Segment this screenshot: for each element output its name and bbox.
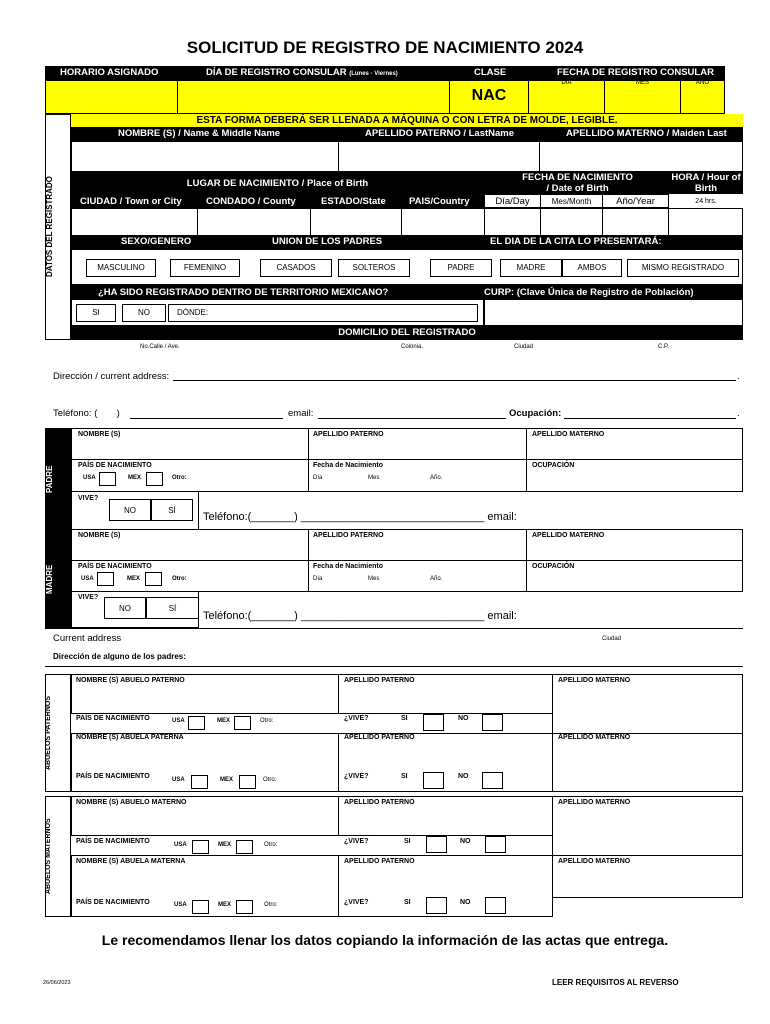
si-label-2: SI bbox=[401, 773, 408, 780]
ciudad-input[interactable] bbox=[71, 208, 198, 236]
masculino-option[interactable]: MASCULINO bbox=[86, 259, 156, 277]
pais-label-3: PAÍS DE NACIMIENTO bbox=[76, 838, 150, 845]
padre-telefono-line[interactable]: Teléfono:(_______) ______________________________ email: bbox=[203, 511, 517, 523]
padre-mex-checkbox[interactable] bbox=[146, 472, 163, 486]
madre-ano-label: Año. bbox=[430, 576, 443, 582]
horario-label: HORARIO ASIGNADO bbox=[60, 67, 159, 78]
abuelo-paterno-label: NOMBRE (S) ABUELO PATERNO bbox=[76, 677, 185, 684]
padre-pais-label: PAÍS DE NACIMIENTO bbox=[78, 462, 152, 469]
ap-paterno-label-2: APELLIDO PATERNO bbox=[344, 734, 415, 741]
ap-materno-label-3: APELLIDO MATERNO bbox=[558, 799, 631, 806]
otro-label-3: Otro: bbox=[264, 842, 278, 848]
fecha-registro-label: FECHA DE REGISTRO CONSULAR bbox=[557, 67, 714, 78]
mex-checkbox-1[interactable] bbox=[234, 716, 251, 730]
mex-label-2: MEX bbox=[220, 777, 234, 783]
madre-no-option[interactable]: NO bbox=[104, 597, 146, 619]
dia-cita-label: EL DIA DE LA CITA LO PRESENTARÁ: bbox=[490, 236, 662, 247]
pais-label-2: PAÍS DE NACIMIENTO bbox=[76, 773, 150, 780]
telefono-open: Teléfono: ( bbox=[53, 408, 98, 419]
usa-checkbox-4[interactable] bbox=[192, 900, 209, 914]
padre-mex-label: MEX bbox=[128, 475, 142, 481]
mex-checkbox-2[interactable] bbox=[239, 775, 256, 789]
madre-ap-materno-label: APELLIDO MATERNO bbox=[532, 532, 605, 539]
no-checkbox-1[interactable] bbox=[482, 714, 503, 731]
otro-label-1: Otro: bbox=[260, 718, 274, 724]
padre-ap-materno-label: APELLIDO MATERNO bbox=[532, 431, 605, 438]
padre-usa-checkbox[interactable] bbox=[99, 472, 116, 486]
current-address-label: Current address bbox=[53, 633, 122, 644]
si-checkbox-1[interactable] bbox=[423, 714, 444, 731]
telefono-close: ) bbox=[116, 408, 120, 419]
registrado-q-label: ¿HA SIDO REGISTRADO DENTRO DE TERRITORIO MEXICANO? bbox=[98, 287, 389, 298]
email-label: email: bbox=[288, 408, 314, 419]
page-title: SOLICITUD DE REGISTRO DE NACIMIENTO 2024 bbox=[186, 38, 584, 57]
direccion-padres-label: Dirección de alguno de los padres: bbox=[53, 652, 186, 661]
usa-checkbox-2[interactable] bbox=[191, 775, 208, 789]
padre-nombre-label: NOMBRE (S) bbox=[78, 431, 121, 438]
pais-label-1: PAÍS DE NACIMIENTO bbox=[76, 715, 150, 722]
dia-registro-label bbox=[206, 67, 398, 78]
padre-mes-label: Mes bbox=[368, 475, 380, 481]
padre-otro-label: Otro: bbox=[172, 475, 187, 481]
ap-materno-label-4: APELLIDO MATERNO bbox=[558, 858, 631, 865]
si-checkbox-3[interactable] bbox=[426, 836, 447, 853]
madre-mex-checkbox[interactable] bbox=[145, 572, 162, 586]
mex-label-3: MEX bbox=[218, 842, 232, 848]
condado-label: CONDADO / County bbox=[206, 196, 296, 207]
leer-requisitos: LEER REQUISITOS AL REVERSO bbox=[552, 978, 679, 987]
ap-paterno-label-3: APELLIDO PATERNO bbox=[344, 799, 415, 806]
padre-vive-label: VIVE? bbox=[78, 495, 99, 502]
horario-input[interactable] bbox=[45, 80, 178, 114]
madre-pais-label: PAÍS DE NACIMIENTO bbox=[78, 563, 152, 570]
dia-registro-sub: (Lunes - Viernes) bbox=[349, 71, 398, 77]
padre-si-option[interactable]: SÍ bbox=[151, 499, 193, 521]
madre-vive-label: VIVE? bbox=[78, 594, 99, 601]
current-address-top-line bbox=[45, 628, 743, 629]
current-ciudad-label: Ciudad bbox=[602, 636, 622, 642]
usa-label-3: USA bbox=[174, 842, 187, 848]
si-checkbox-4[interactable] bbox=[426, 897, 447, 914]
padre-ap-paterno-label: APELLIDO PATERNO bbox=[313, 431, 384, 438]
usa-checkbox-1[interactable] bbox=[188, 716, 205, 730]
ap-materno-label: APELLIDO MATERNO / Maiden Last bbox=[566, 128, 727, 139]
curp-input[interactable] bbox=[484, 299, 743, 326]
mex-label-4: MEX bbox=[218, 902, 232, 908]
madre-usa-checkbox[interactable] bbox=[97, 572, 114, 586]
pais-label-4: PAÍS DE NACIMIENTO bbox=[76, 899, 150, 906]
abuela-paterna-ap-materno-input[interactable] bbox=[552, 733, 743, 792]
no-label-4: NO bbox=[460, 899, 471, 906]
madre-fecha-label: Fecha de Nacimiento bbox=[313, 563, 384, 570]
madre-option[interactable]: MADRE bbox=[500, 259, 562, 277]
mes-nac-label: Mes/Month bbox=[551, 197, 592, 206]
no-label-1: NO bbox=[458, 715, 469, 722]
cp-label: C.P. bbox=[658, 344, 669, 350]
pais-label: PAIS/Country bbox=[409, 196, 470, 207]
ciudad-label: CIUDAD / Town or City bbox=[80, 196, 182, 207]
madre-ap-paterno-label: APELLIDO PATERNO bbox=[313, 532, 384, 539]
si-label-1: SI bbox=[401, 715, 408, 722]
ap-paterno-label: APELLIDO PATERNO / LastName bbox=[365, 128, 515, 139]
nombre-input[interactable] bbox=[71, 141, 339, 172]
padre-no-option[interactable]: NO bbox=[109, 499, 151, 521]
madre-side-label: MADRE bbox=[45, 564, 54, 594]
madre-dia-label: Día bbox=[313, 576, 323, 582]
ano-input[interactable] bbox=[602, 208, 669, 236]
mex-checkbox-4[interactable] bbox=[236, 900, 253, 914]
no-checkbox-2[interactable] bbox=[482, 772, 503, 789]
abuelos-maternos-label: ABUELOS MATERNOS bbox=[45, 818, 52, 895]
femenino-option[interactable]: FEMENINO bbox=[170, 259, 240, 277]
vive-label-2: ¿VIVE? bbox=[344, 773, 369, 780]
ocupacion-input[interactable] bbox=[564, 408, 736, 419]
email-input[interactable] bbox=[318, 408, 506, 419]
no-registrado-option[interactable]: NO bbox=[122, 304, 166, 322]
pais-input[interactable] bbox=[401, 208, 485, 236]
vive-label-1: ¿VIVE? bbox=[344, 715, 369, 722]
padre-dia-label: Día bbox=[313, 475, 323, 481]
recomendacion-text: Le recomendamos llenar los datos copiando la información de las actas que entrega. bbox=[101, 932, 669, 948]
madre-mes-label: Mes bbox=[368, 576, 380, 582]
madre-ocupacion-label: OCUPACIÓN bbox=[532, 563, 575, 570]
domicilio-label: DOMICILIO DEL REGISTRADO bbox=[338, 327, 476, 338]
madre-usa-label: USA bbox=[81, 576, 94, 582]
no-label-2: NO bbox=[458, 773, 469, 780]
si-label-3: SI bbox=[404, 838, 411, 845]
usa-label-1: USA bbox=[172, 718, 185, 724]
condado-input[interactable] bbox=[197, 208, 311, 236]
no-checkbox-3[interactable] bbox=[485, 836, 506, 853]
estado-input[interactable] bbox=[310, 208, 402, 236]
vive-label-3: ¿VIVE? bbox=[344, 838, 369, 845]
padre-usa-label: USA bbox=[83, 475, 96, 481]
estado-label: ESTADO/State bbox=[321, 196, 386, 207]
fecha-nac-label: FECHA DE NACIMIENTO / Date of Birth bbox=[522, 172, 633, 194]
abuelos-paternos-label: ABUELOS PATERNOS bbox=[45, 695, 52, 771]
abuelo-materno-label: NOMBRE (S) ABUELO MATERNO bbox=[76, 799, 187, 806]
colonia-label: Colonia. bbox=[401, 344, 424, 350]
padre-side-label: PADRE bbox=[45, 465, 54, 493]
solteros-option[interactable]: SOLTEROS bbox=[338, 259, 410, 277]
hora-label: HORA / Hour of Birth bbox=[671, 172, 741, 194]
clase-value: NAC bbox=[471, 87, 507, 104]
usa-checkbox-3[interactable] bbox=[192, 840, 209, 854]
ocupacion-label: Ocupación: bbox=[509, 408, 562, 419]
lugar-label: LUGAR DE NACIMIENTO / Place of Birth bbox=[186, 178, 369, 189]
clase-label: CLASE bbox=[474, 67, 507, 78]
mex-checkbox-3[interactable] bbox=[236, 840, 253, 854]
otro-label-4: Otro: bbox=[264, 902, 278, 908]
padre-option[interactable]: PADRE bbox=[430, 259, 492, 277]
dia-registro-text: DÍA DE REGISTRO CONSULAR bbox=[206, 67, 347, 78]
madre-telefono-line[interactable]: Teléfono:(_______) ______________________________ email: bbox=[203, 610, 517, 622]
sexo-label: SEXO/GENERO bbox=[121, 236, 192, 247]
dia-label: DÍA bbox=[561, 80, 572, 86]
ambos-option[interactable]: AMBOS bbox=[562, 259, 622, 277]
ano-label: AÑO bbox=[695, 80, 709, 86]
ap-paterno-input[interactable] bbox=[338, 141, 540, 172]
ap-paterno-label-4: APELLIDO PATERNO bbox=[344, 858, 415, 865]
hora-input[interactable] bbox=[668, 208, 743, 236]
direccion-label: Dirección / current address: bbox=[53, 371, 170, 382]
dia-input[interactable] bbox=[484, 208, 541, 236]
telefono-label bbox=[53, 408, 120, 419]
ciudad-dom-label: Ciudad bbox=[514, 344, 534, 350]
dia-registro-input[interactable] bbox=[177, 80, 450, 114]
padre-ocupacion-label: OCUPACIÓN bbox=[532, 462, 575, 469]
donde-label: DÓNDE: bbox=[177, 308, 209, 317]
mismo-option[interactable]: MISMO REGISTRADO bbox=[627, 259, 739, 277]
abuela-paterna-ap-paterno-input[interactable] bbox=[338, 733, 553, 792]
casados-option[interactable]: CASADOS bbox=[260, 259, 332, 277]
mex-label-1: MEX bbox=[217, 718, 231, 724]
no-checkbox-4[interactable] bbox=[485, 897, 506, 914]
no-calle-label: No.Calle / Ave. bbox=[140, 344, 180, 350]
notice-banner: ESTA FORMA DEBERÁ SER LLENADA A MÁQUINA O CON LETRA DE MOLDE, LEGIBLE. bbox=[71, 114, 743, 127]
nombre-label: NOMBRE (S) / Name & Middle Name bbox=[118, 128, 281, 139]
current-address-bottom-line bbox=[45, 666, 743, 667]
si-checkbox-2[interactable] bbox=[423, 772, 444, 789]
ap-materno-label-2: APELLIDO MATERNO bbox=[558, 734, 631, 741]
direccion-input[interactable] bbox=[173, 370, 736, 381]
dia-nac-label: Día/Day bbox=[495, 196, 530, 207]
otro-label-2: Otro: bbox=[263, 777, 277, 783]
registrado-side-label: DATOS DEL REGISTRADO bbox=[45, 176, 54, 278]
si-registrado-option[interactable]: SI bbox=[76, 304, 116, 322]
hrs-label: 24 hrs. bbox=[695, 198, 717, 205]
curp-label: CURP: (Clave Única de Registro de Población) bbox=[484, 287, 694, 298]
union-label: UNION DE LOS PADRES bbox=[272, 236, 383, 247]
madre-otro-label: Otro: bbox=[172, 576, 187, 582]
no-label-3: NO bbox=[460, 838, 471, 845]
usa-label-4: USA bbox=[174, 902, 187, 908]
ap-paterno-label-1: APELLIDO PATERNO bbox=[344, 677, 415, 684]
abuela-materna-label: NOMBRE (S) ABUELA MATERNA bbox=[76, 858, 186, 865]
padre-ano-label: Año. bbox=[430, 475, 443, 481]
ap-materno-input[interactable] bbox=[539, 141, 743, 172]
mes-label: MES bbox=[635, 80, 649, 86]
usa-label-2: USA bbox=[172, 777, 185, 783]
direccion-dot: . bbox=[737, 371, 740, 382]
vive-label-4: ¿VIVE? bbox=[344, 899, 369, 906]
madre-mex-label: MEX bbox=[127, 576, 141, 582]
ano-nac-label: Año/Year bbox=[616, 196, 655, 207]
madre-si-option[interactable]: SÍ bbox=[146, 597, 199, 619]
telefono-input[interactable] bbox=[130, 408, 283, 419]
footer-date: 26/06/2023 bbox=[43, 980, 71, 986]
ocupacion-dot: . bbox=[737, 408, 740, 419]
abuela-paterna-label: NOMBRE (S) ABUELA PATERNA bbox=[76, 734, 184, 741]
mes-input[interactable] bbox=[540, 208, 603, 236]
madre-nombre-label: NOMBRE (S) bbox=[78, 532, 121, 539]
padre-fecha-label: Fecha de Nacimiento bbox=[313, 462, 384, 469]
donde-field[interactable] bbox=[168, 304, 478, 322]
ap-materno-label-1: APELLIDO MATERNO bbox=[558, 677, 631, 684]
si-label-4: SI bbox=[404, 899, 411, 906]
